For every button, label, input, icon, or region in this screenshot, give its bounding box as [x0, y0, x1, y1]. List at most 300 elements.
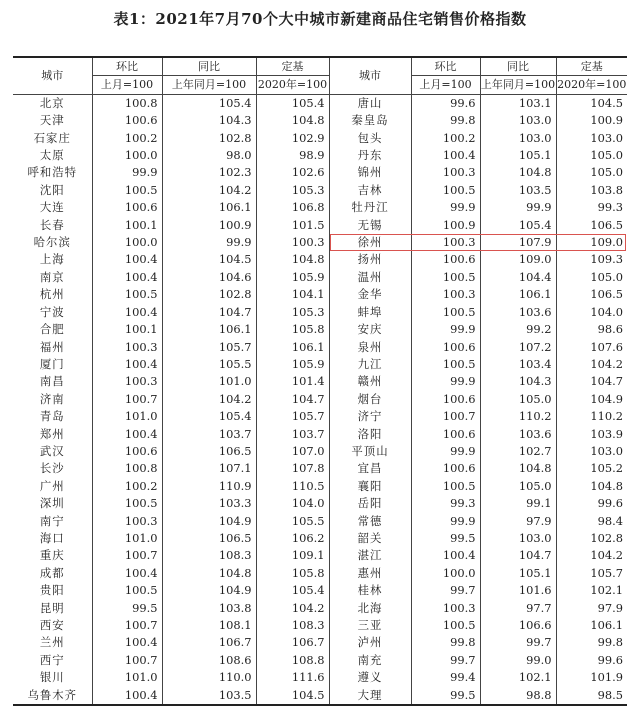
city-name-left: 长沙: [39, 461, 65, 476]
mom-value-left: 100.4: [92, 634, 162, 651]
base-value-right: 104.2: [556, 547, 627, 564]
table-row: [13, 460, 627, 477]
mom-value-right: 99.8: [411, 634, 480, 651]
mom-value-right: 100.5: [411, 269, 480, 286]
city-name-right: 泉州: [329, 339, 411, 356]
city-name-left: 郑州: [39, 426, 65, 441]
base-value-left: 105.8: [256, 321, 329, 338]
mom-value-right: 100.9: [411, 217, 480, 234]
mom-value-right: 100.3: [411, 234, 480, 251]
city-name-left: 兰州: [39, 635, 65, 650]
table-row: [13, 600, 627, 617]
mom-value-right: 100.4: [411, 147, 480, 164]
yoy-value-left: 110.0: [162, 669, 256, 686]
base-value-right: 99.8: [556, 634, 627, 651]
city-name-left: 合肥: [39, 322, 65, 337]
yoy-value-left: 104.7: [162, 304, 256, 321]
mom-value-left: 100.4: [92, 687, 162, 705]
city-name-right: 北海: [329, 600, 411, 617]
table-row: [13, 426, 627, 443]
mom-value-right: 100.4: [411, 547, 480, 564]
header-mom-left: 环比: [92, 57, 162, 76]
mom-value-left: 100.3: [92, 513, 162, 530]
mom-value-right: 99.5: [411, 687, 480, 705]
yoy-value-left: 104.6: [162, 269, 256, 286]
city-name-left: 贵阳: [39, 583, 65, 598]
mom-value-right: 99.5: [411, 530, 480, 547]
table-row: [13, 652, 627, 669]
yoy-value-right: 102.7: [480, 443, 556, 460]
base-value-left: 105.8: [256, 565, 329, 582]
base-value-right: 110.2: [556, 408, 627, 425]
city-name-left: 太原: [39, 148, 65, 163]
mom-value-left: 100.4: [92, 304, 162, 321]
city-name-left: 南昌: [39, 374, 65, 389]
yoy-value-left: 108.1: [162, 617, 256, 634]
city-name-right: 常德: [329, 513, 411, 530]
mom-value-left: 100.3: [92, 373, 162, 390]
base-value-right: 109.3: [556, 251, 627, 268]
city-name-left: 杭州: [39, 287, 65, 302]
yoy-value-right: 106.6: [480, 617, 556, 634]
base-value-right: 99.6: [556, 652, 627, 669]
city-name-right: 桂林: [329, 582, 411, 599]
base-value-right: 105.0: [556, 269, 627, 286]
table-row: [13, 356, 627, 373]
yoy-value-right: 99.9: [480, 199, 556, 216]
mom-value-left: 100.4: [92, 251, 162, 268]
table-row: [13, 147, 627, 164]
mom-value-left: 100.7: [92, 652, 162, 669]
yoy-value-left: 104.9: [162, 513, 256, 530]
base-value-left: 106.2: [256, 530, 329, 547]
table-row: [13, 164, 627, 181]
city-name-right: 平顶山: [329, 443, 411, 460]
mom-value-left: 100.7: [92, 547, 162, 564]
subheader-mom-right: 上月=100: [411, 76, 480, 94]
yoy-value-right: 98.8: [480, 687, 556, 705]
yoy-value-right: 103.0: [480, 530, 556, 547]
city-name-right: 湛江: [329, 547, 411, 564]
city-name-right: 襄阳: [329, 478, 411, 495]
page-title: 表1：2021年7月70个大中城市新建商品住宅销售价格指数: [113, 10, 527, 28]
table-row: [13, 112, 627, 129]
yoy-value-right: 99.7: [480, 634, 556, 651]
yoy-value-right: 103.0: [480, 112, 556, 129]
city-name-right: 温州: [329, 269, 411, 286]
header-yoy-right: 同比: [480, 57, 556, 76]
table-row: [13, 547, 627, 564]
table-row: [13, 269, 627, 286]
base-value-left: 111.6: [256, 669, 329, 686]
table-row: [13, 234, 627, 251]
mom-value-left: 100.0: [92, 234, 162, 251]
base-value-left: 103.7: [256, 426, 329, 443]
base-value-right: 105.0: [556, 147, 627, 164]
yoy-value-left: 106.1: [162, 321, 256, 338]
table-row: [13, 634, 627, 651]
header-base-right: 定基: [556, 57, 627, 76]
city-name-left: 重庆: [39, 548, 65, 563]
city-name-left: 海口: [39, 530, 65, 545]
base-value-right: 106.1: [556, 617, 627, 634]
yoy-value-left: 104.9: [162, 582, 256, 599]
base-value-left: 104.0: [256, 495, 329, 512]
yoy-value-right: 104.8: [480, 164, 556, 181]
table-row: [13, 582, 627, 599]
table-row: [13, 199, 627, 216]
base-value-right: 97.9: [556, 600, 627, 617]
subheader-yoy-right: 上年同月=100: [480, 76, 556, 94]
yoy-value-right: 103.1: [480, 94, 556, 112]
base-value-left: 107.0: [256, 443, 329, 460]
city-name-left: 西宁: [39, 652, 65, 667]
mom-value-right: 100.6: [411, 460, 480, 477]
mom-value-right: 99.7: [411, 652, 480, 669]
yoy-value-right: 107.2: [480, 339, 556, 356]
yoy-value-right: 97.7: [480, 600, 556, 617]
yoy-value-left: 104.8: [162, 565, 256, 582]
city-name-left: 济南: [39, 391, 65, 406]
city-name-left: 南京: [39, 269, 65, 284]
yoy-value-right: 104.8: [480, 460, 556, 477]
base-value-right: 104.8: [556, 478, 627, 495]
base-value-right: 109.0: [556, 234, 627, 251]
mom-value-left: 100.5: [92, 182, 162, 199]
mom-value-left: 99.5: [92, 600, 162, 617]
mom-value-left: 100.8: [92, 460, 162, 477]
city-name-right: 三亚: [329, 617, 411, 634]
yoy-value-left: 103.8: [162, 600, 256, 617]
city-name-right: 洛阳: [329, 426, 411, 443]
city-name-left: 哈尔滨: [33, 235, 71, 250]
table-row: [13, 495, 627, 512]
city-name-right: 岳阳: [329, 495, 411, 512]
mom-value-right: 100.6: [411, 391, 480, 408]
city-name-right: 南充: [329, 652, 411, 669]
base-value-right: 103.9: [556, 426, 627, 443]
base-value-left: 108.3: [256, 617, 329, 634]
header-city-left: 城市: [13, 57, 92, 94]
base-value-left: 110.5: [256, 478, 329, 495]
yoy-value-left: 106.1: [162, 199, 256, 216]
yoy-value-left: 104.3: [162, 112, 256, 129]
city-name-left: 福州: [39, 339, 65, 354]
base-value-right: 104.7: [556, 373, 627, 390]
city-name-right: 锦州: [329, 164, 411, 181]
table-row: [13, 391, 627, 408]
yoy-value-right: 107.9: [480, 234, 556, 251]
mom-value-left: 100.5: [92, 582, 162, 599]
table-row: [13, 443, 627, 460]
mom-value-left: 100.6: [92, 112, 162, 129]
yoy-value-left: 106.5: [162, 443, 256, 460]
city-name-left: 广州: [39, 478, 65, 493]
city-name-right: 泸州: [329, 634, 411, 651]
mom-value-left: 100.6: [92, 199, 162, 216]
base-value-right: 104.0: [556, 304, 627, 321]
table-body: [13, 94, 627, 705]
city-name-left: 银川: [39, 670, 65, 685]
mom-value-left: 101.0: [92, 669, 162, 686]
base-value-left: 106.7: [256, 634, 329, 651]
base-value-right: 105.2: [556, 460, 627, 477]
base-value-left: 109.1: [256, 547, 329, 564]
mom-value-right: 99.9: [411, 199, 480, 216]
yoy-value-right: 103.6: [480, 304, 556, 321]
yoy-value-right: 105.0: [480, 478, 556, 495]
mom-value-left: 100.2: [92, 130, 162, 147]
city-name-left: 宁波: [39, 304, 65, 319]
yoy-value-right: 106.1: [480, 286, 556, 303]
city-name-right: 九江: [329, 356, 411, 373]
mom-value-right: 99.7: [411, 582, 480, 599]
city-name-left: 西安: [39, 618, 65, 632]
base-value-left: 100.3: [256, 234, 329, 251]
table-row: [13, 182, 627, 199]
city-name-left: 天津: [39, 113, 65, 128]
base-value-left: 101.4: [256, 373, 329, 390]
table-row: [13, 565, 627, 582]
yoy-value-left: 104.5: [162, 251, 256, 268]
price-index-table: [13, 56, 627, 706]
city-name-right: 吉林: [329, 182, 411, 199]
base-value-right: 102.1: [556, 582, 627, 599]
base-value-right: 100.9: [556, 112, 627, 129]
mom-value-left: 100.7: [92, 391, 162, 408]
base-value-left: 104.8: [256, 112, 329, 129]
city-name-left: 昆明: [39, 600, 65, 615]
city-name-left: 石家庄: [33, 130, 71, 145]
yoy-value-right: 105.0: [480, 391, 556, 408]
city-name-right: 赣州: [329, 373, 411, 390]
city-name-left: 长春: [39, 217, 65, 232]
city-name-right: 唐山: [329, 94, 411, 112]
city-name-left: 沈阳: [39, 182, 65, 197]
mom-value-right: 100.2: [411, 130, 480, 147]
base-value-right: 102.8: [556, 530, 627, 547]
yoy-value-left: 102.8: [162, 130, 256, 147]
mom-value-right: 100.3: [411, 600, 480, 617]
header-base-left: 定基: [256, 57, 329, 76]
city-name-right: 包头: [329, 130, 411, 147]
yoy-value-right: 109.0: [480, 251, 556, 268]
base-value-left: 108.8: [256, 652, 329, 669]
yoy-value-left: 106.7: [162, 634, 256, 651]
header-city-right: 城市: [329, 57, 411, 94]
yoy-value-left: 102.3: [162, 164, 256, 181]
base-value-right: 101.9: [556, 669, 627, 686]
mom-value-right: 99.6: [411, 94, 480, 112]
city-name-left: 大连: [39, 200, 65, 215]
header-mom-right: 环比: [411, 57, 480, 76]
base-value-left: 105.3: [256, 182, 329, 199]
yoy-value-left: 108.6: [162, 652, 256, 669]
mom-value-right: 100.6: [411, 339, 480, 356]
mom-value-right: 99.9: [411, 321, 480, 338]
table-row: [13, 130, 627, 147]
base-value-left: 105.4: [256, 94, 329, 112]
base-value-left: 105.9: [256, 356, 329, 373]
table-row: [13, 286, 627, 303]
city-name-right: 惠州: [329, 565, 411, 582]
yoy-value-right: 101.6: [480, 582, 556, 599]
base-value-left: 102.9: [256, 130, 329, 147]
mom-value-left: 100.5: [92, 495, 162, 512]
yoy-value-left: 104.2: [162, 182, 256, 199]
mom-value-right: 100.5: [411, 182, 480, 199]
table-row: [13, 373, 627, 390]
mom-value-left: 100.0: [92, 147, 162, 164]
base-value-right: 107.6: [556, 339, 627, 356]
mom-value-left: 99.9: [92, 164, 162, 181]
base-value-left: 105.4: [256, 582, 329, 599]
mom-value-left: 100.4: [92, 356, 162, 373]
yoy-value-left: 99.9: [162, 234, 256, 251]
table-header: [13, 57, 627, 94]
yoy-value-left: 110.9: [162, 478, 256, 495]
city-name-left: 上海: [39, 252, 65, 267]
city-name-right: 牡丹江: [329, 199, 411, 216]
mom-value-left: 100.2: [92, 478, 162, 495]
table-row: [13, 530, 627, 547]
base-value-left: 106.8: [256, 199, 329, 216]
yoy-value-left: 101.0: [162, 373, 256, 390]
yoy-value-right: 102.1: [480, 669, 556, 686]
mom-value-left: 101.0: [92, 408, 162, 425]
table-row: [13, 217, 627, 234]
city-name-right: 无锡: [329, 217, 411, 234]
base-value-left: 105.3: [256, 304, 329, 321]
base-value-right: 103.0: [556, 130, 627, 147]
mom-value-left: 100.7: [92, 617, 162, 634]
yoy-value-left: 105.5: [162, 356, 256, 373]
city-name-right: 韶关: [329, 530, 411, 547]
mom-value-right: 100.6: [411, 426, 480, 443]
mom-value-left: 100.4: [92, 426, 162, 443]
base-value-left: 104.8: [256, 251, 329, 268]
yoy-value-left: 106.5: [162, 530, 256, 547]
table-row: [13, 513, 627, 530]
base-value-left: 107.8: [256, 460, 329, 477]
mom-value-right: 100.5: [411, 356, 480, 373]
mom-value-right: 100.7: [411, 408, 480, 425]
mom-value-right: 99.9: [411, 443, 480, 460]
mom-value-right: 99.3: [411, 495, 480, 512]
city-name-right: 徐州: [329, 234, 411, 251]
table-row: [13, 339, 627, 356]
mom-value-left: 100.5: [92, 286, 162, 303]
mom-value-right: 100.5: [411, 304, 480, 321]
city-name-left: 呼和浩特: [27, 165, 78, 180]
yoy-value-right: 105.1: [480, 147, 556, 164]
yoy-value-right: 105.4: [480, 217, 556, 234]
base-value-left: 104.7: [256, 391, 329, 408]
yoy-value-left: 100.9: [162, 217, 256, 234]
yoy-value-left: 105.4: [162, 408, 256, 425]
city-name-left: 深圳: [39, 496, 65, 511]
yoy-value-right: 103.0: [480, 130, 556, 147]
base-value-left: 104.5: [256, 687, 329, 705]
mom-value-left: 100.1: [92, 321, 162, 338]
yoy-value-left: 103.3: [162, 495, 256, 512]
yoy-value-right: 99.2: [480, 321, 556, 338]
base-value-left: 105.5: [256, 513, 329, 530]
city-name-right: 秦皇岛: [329, 112, 411, 129]
mom-value-right: 100.0: [411, 565, 480, 582]
yoy-value-right: 104.4: [480, 269, 556, 286]
mom-value-right: 100.5: [411, 478, 480, 495]
table-row: [13, 478, 627, 495]
mom-value-left: 100.6: [92, 443, 162, 460]
city-name-left: 青岛: [39, 409, 65, 424]
table-row: [13, 304, 627, 321]
yoy-value-left: 103.7: [162, 426, 256, 443]
city-name-left: 南宁: [39, 513, 65, 528]
base-value-right: 104.2: [556, 356, 627, 373]
yoy-value-right: 103.4: [480, 356, 556, 373]
city-name-left: 成都: [39, 565, 65, 580]
base-value-right: 103.8: [556, 182, 627, 199]
city-name-right: 宜昌: [329, 460, 411, 477]
base-value-right: 98.4: [556, 513, 627, 530]
base-value-right: 99.6: [556, 495, 627, 512]
base-value-right: 98.5: [556, 687, 627, 705]
yoy-value-right: 97.9: [480, 513, 556, 530]
yoy-value-right: 103.6: [480, 426, 556, 443]
mom-value-left: 100.4: [92, 269, 162, 286]
yoy-value-left: 108.3: [162, 547, 256, 564]
mom-value-right: 100.3: [411, 164, 480, 181]
city-name-right: 丹东: [329, 147, 411, 164]
base-value-left: 104.2: [256, 600, 329, 617]
table-row: [13, 669, 627, 686]
header-yoy-left: 同比: [162, 57, 256, 76]
mom-value-left: 101.0: [92, 530, 162, 547]
yoy-value-left: 105.7: [162, 339, 256, 356]
mom-value-right: 100.3: [411, 286, 480, 303]
base-value-left: 101.5: [256, 217, 329, 234]
base-value-right: 106.5: [556, 217, 627, 234]
yoy-value-right: 103.5: [480, 182, 556, 199]
base-value-right: 105.0: [556, 164, 627, 181]
subheader-base-right: 2020年=100: [556, 76, 627, 94]
city-name-right: 烟台: [329, 391, 411, 408]
mom-value-left: 100.3: [92, 339, 162, 356]
yoy-value-left: 107.1: [162, 460, 256, 477]
city-name-left: 武汉: [39, 443, 65, 458]
subheader-base-left: 2020年=100: [256, 76, 329, 94]
mom-value-right: 99.8: [411, 112, 480, 129]
base-value-left: 102.6: [256, 164, 329, 181]
base-value-left: 106.1: [256, 339, 329, 356]
city-name-right: 扬州: [329, 251, 411, 268]
yoy-value-left: 102.8: [162, 286, 256, 303]
base-value-right: 105.7: [556, 565, 627, 582]
table-row: [13, 321, 627, 338]
base-value-right: 106.5: [556, 286, 627, 303]
base-value-right: 104.9: [556, 391, 627, 408]
city-name-left: 厦门: [39, 356, 65, 371]
yoy-value-left: 105.4: [162, 94, 256, 112]
base-value-right: 103.0: [556, 443, 627, 460]
table-row: [13, 94, 627, 112]
yoy-value-left: 103.5: [162, 687, 256, 705]
city-name-right: 遵义: [329, 669, 411, 686]
base-value-right: 104.5: [556, 94, 627, 112]
table-row: [13, 408, 627, 425]
table-row: [13, 687, 627, 705]
